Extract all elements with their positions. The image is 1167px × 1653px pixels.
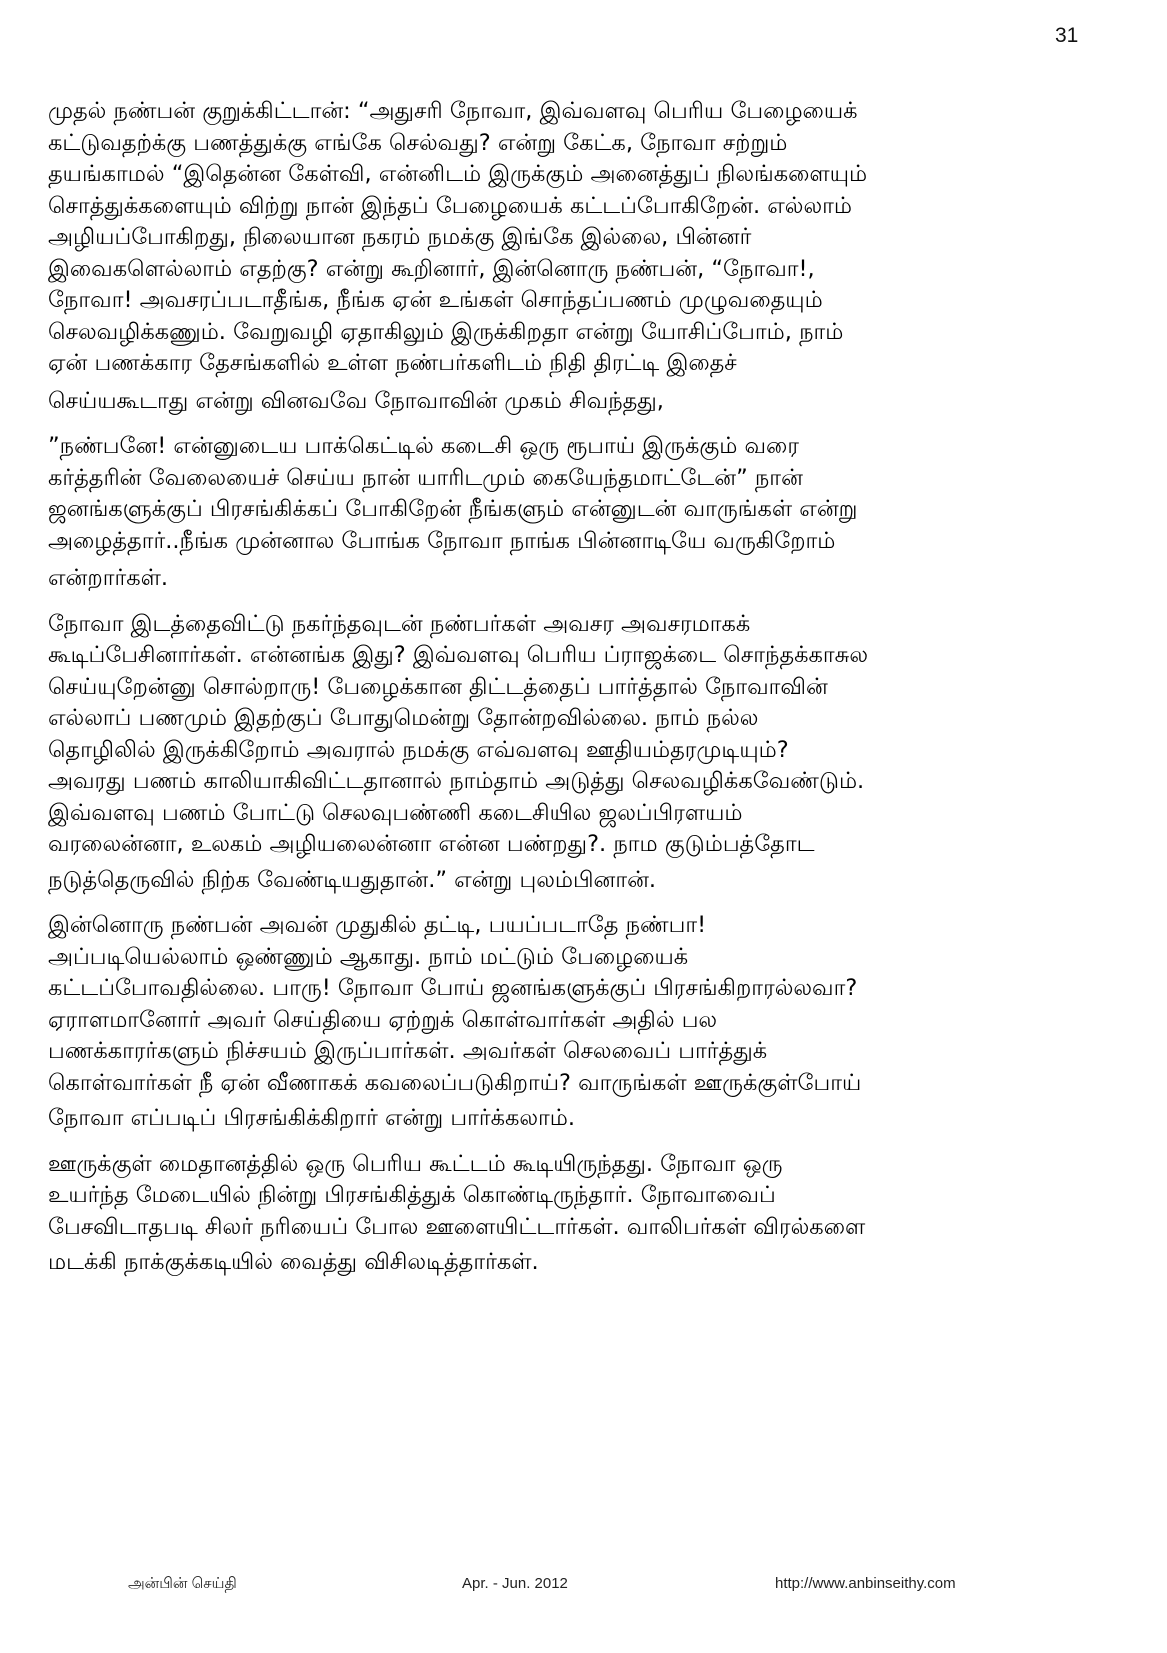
text-line: வரலைன்னா, உலகம் அழியலைன்னா என்ன பண்றது?. நாம குடும்பத்தோட [48, 831, 815, 857]
page-footer [0, 1575, 1167, 1599]
text-line: நடுத்தெருவில் நிற்க வேண்டியதுதான்.” என்று புலம்பினான். [48, 866, 657, 893]
paragraph-4 [48, 910, 1058, 1135]
paragraph-1 [48, 96, 1058, 417]
text-line: சொத்துக்களையும் விற்று நான் இந்தப் பேழையைக் கட்டப்போகிறேன். எல்லாம் [48, 192, 853, 219]
text-line: கர்த்தரின் வேலையைச் செய்ய நான் யாரிடமும் கையேந்தமாட்டேன்” நான் [48, 464, 803, 491]
article-body [48, 96, 1058, 1293]
text-line: முதல் நண்பன் குறுக்கிட்டான்: “அதுசரி நோவா, இவ்வளவு பெரிய பேழையைக் [48, 98, 858, 124]
text-line: பணக்காரர்களும் நிச்சயம் இருப்பார்கள். அவர்கள் செலவைப் பார்த்துக் [48, 1038, 768, 1064]
text-line: தயங்காமல் “இதென்ன கேள்வி, என்னிடம் இருக்கும் அனைத்துப் நிலங்களையும் [48, 161, 868, 187]
text-line: உயர்ந்த மேடையில் நின்று பிரசங்கித்துக் கொண்டிருந்தார். நோவாவைப் [48, 1182, 776, 1208]
text-line: கொள்வார்கள் நீ ஏன் வீணாகக் கவலைப்படுகிறாய்? வாருங்கள் ஊருக்குள்போய் [48, 1069, 862, 1096]
text-line: கூடிப்பேசினார்கள். என்னங்க இது? இவ்வளவு பெரிய ப்ராஜக்டை சொந்தக்காசுல [48, 642, 868, 668]
text-line: கட்டுவதற்க்கு பணத்துக்கு எங்கே செல்வது? என்று கேட்க, நோவா சற்றும் [48, 129, 788, 156]
text-line: செய்யுறேன்னு சொல்றாரு! பேழைக்கான திட்டத்தைப் பார்த்தால் நோவாவின் [48, 673, 828, 700]
footer-issue-date: Apr. - Jun. 2012 [462, 1575, 568, 1592]
text-line: இவைகளெல்லாம் எதற்கு? என்று கூறினார், இன்னொரு நண்பன், “நோவா!, [48, 255, 815, 282]
paragraph-5 [48, 1149, 1058, 1279]
text-line: ஜனங்களுக்குப் பிரசங்கிக்கப் போகிறேன் நீங்களும் என்னுடன் வாருங்கள் என்று [48, 496, 858, 522]
text-line: அழியப்போகிறது, நிலையான நகரம் நமக்கு இங்கே இல்லை, பின்னர் [48, 224, 752, 250]
text-line: இன்னொரு நண்பன் அவன் முதுகில் தட்டி, பயப்படாதே நண்பா! [48, 912, 707, 938]
text-line: அப்படியெல்லாம் ஒண்ணும் ஆகாது. நாம் மட்டும் பேழையைக் [48, 943, 689, 970]
paragraph-2 [48, 431, 1058, 595]
text-line: என்றார்கள். [48, 565, 169, 591]
text-line: நோவா! அவசரப்படாதீங்க, நீங்க ஏன் உங்கள் சொந்தப்பணம் முழுவதையும் [48, 287, 823, 313]
text-line: செலவழிக்கணும். வேறுவழி ஏதாகிலும் இருக்கிறதா என்று யோசிப்போம், நாம் [48, 318, 844, 345]
text-line: நோவா இடத்தைவிட்டு நகர்ந்தவுடன் நண்பர்கள் அவசர அவசரமாகக் [48, 610, 751, 637]
text-line: ஊருக்குள் மைதானத்தில் ஒரு பெரிய கூட்டம் கூடியிருந்தது. நோவா ஒரு [48, 1150, 783, 1177]
footer-website-link[interactable]: http://www.anbinseithy.com [775, 1575, 956, 1592]
text-line: செய்யகூடாது என்று வினவவே நோவாவின் முகம் சிவந்தது, [48, 387, 664, 414]
text-line: இவ்வளவு பணம் போட்டு செலவுபண்ணி கடைசியில ஜலப்பிரளயம் [48, 799, 743, 826]
paragraph-3 [48, 609, 1058, 897]
text-line: ஏராளமானோர் அவர் செய்தியை ஏற்றுக் கொள்வார்கள் அதில் பல [48, 1006, 718, 1033]
text-line: எல்லாப் பணமும் இதற்குப் போதுமென்று தோன்றவில்லை. நாம் நல்ல [48, 705, 759, 731]
text-line: ”நண்பனே! என்னுடைய பாக்கெட்டில் கடைசி ஒரு ரூபாய் இருக்கும் வரை [48, 433, 799, 459]
text-line: ஏன் பணக்கார தேசங்களில் உள்ள நண்பர்களிடம் நிதி திரட்டி இதைச் [48, 350, 737, 376]
text-line: நோவா எப்படிப் பிரசங்கிக்கிறார் என்று பார்க்கலாம். [48, 1105, 576, 1131]
footer-publication-name: அன்பின் செய்தி [128, 1575, 237, 1592]
text-line: மடக்கி நாக்குக்கடியில் வைத்து விசிலடித்தார்கள். [48, 1249, 539, 1275]
text-line: அழைத்தார்..நீங்க முன்னால போங்க நோவா நாங்க பின்னாடியே வருகிறோம் [48, 527, 836, 554]
page-number: 31 [1055, 24, 1079, 47]
text-line: அவரது பணம் காலியாகிவிட்டதானால் நாம்தாம் அடுத்து செலவழிக்கவேண்டும். [48, 768, 865, 794]
text-line: கட்டப்போவதில்லை. பாரு! நோவா போய் ஜனங்களுக்குப் பிரசங்கிறாரல்லவா? [48, 975, 858, 1001]
text-line: தொழிலில் இருக்கிறோம் அவரால் நமக்கு எவ்வளவு ஊதியம்தரமுடியும்? [48, 736, 789, 763]
text-line: பேசவிடாதபடி சிலர் நரியைப் போல ஊளையிட்டார்கள். வாலிபர்கள் விரல்களை [48, 1213, 866, 1240]
